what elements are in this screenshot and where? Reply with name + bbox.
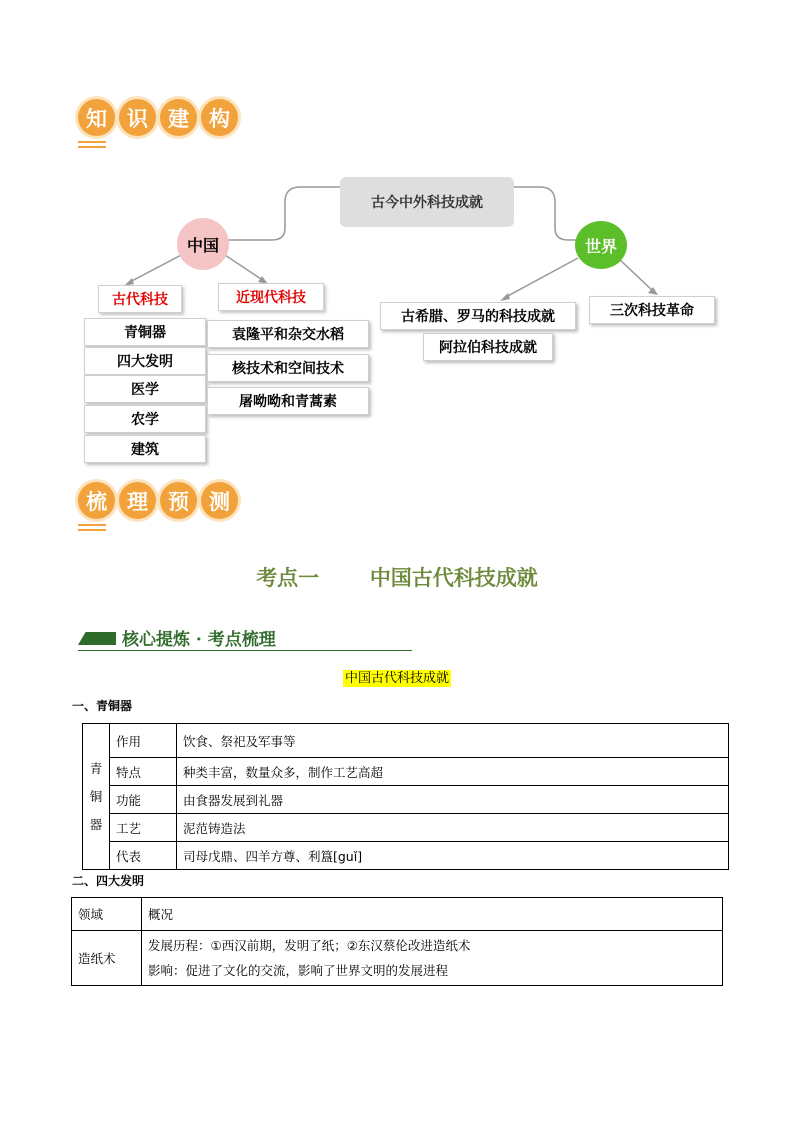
row-key: 代表	[110, 842, 177, 870]
world-node: 世界	[575, 221, 627, 269]
row-key: 功能	[110, 786, 177, 814]
modern-item: 屠呦呦和青蒿素	[207, 387, 369, 415]
badge-char: 测	[201, 482, 238, 519]
row-value: 饮食、祭祀及军事等	[177, 724, 729, 758]
world-item: 阿拉伯科技成就	[423, 333, 553, 361]
core-summary-heading: 核心提炼 · 考点梳理	[122, 630, 276, 650]
exam-point-title: 中国古代科技成就	[369, 566, 538, 590]
development-history: 发展历程：①西汉前期，发明了纸；②东汉蔡伦改进造纸术	[148, 938, 471, 953]
row-value: 由食器发展到礼器	[177, 786, 729, 814]
china-node: 中国	[177, 218, 229, 270]
bronze-side-label: 青 铜 器	[83, 724, 110, 870]
badge-char: 预	[160, 482, 197, 519]
badge-char: 知	[78, 99, 115, 136]
ancient-item: 农学	[84, 405, 206, 433]
row-value: 种类丰富，数量众多，制作工艺高超	[177, 758, 729, 786]
heading-underline	[78, 650, 412, 651]
ancient-item: 医学	[84, 375, 206, 403]
world-item: 古希腊、罗马的科技成就	[380, 302, 576, 330]
badge-char: 构	[201, 99, 238, 136]
underline	[78, 524, 106, 526]
bronze-table	[82, 723, 729, 870]
exam-point-number: 考点一	[256, 566, 320, 590]
header-value: 概况	[142, 898, 723, 931]
row-key: 造纸术	[72, 931, 142, 986]
influence: 影响：促进了文化的交流，影响了世界文明的发展进程	[148, 963, 449, 978]
world-item: 三次科技革命	[589, 296, 715, 324]
row-value: 泥范铸造法	[177, 814, 729, 842]
ancient-item: 青铜器	[84, 318, 206, 346]
row-key: 作用	[110, 724, 177, 758]
ancient-tech-label: 古代科技	[98, 285, 182, 313]
badge-char: 理	[119, 482, 156, 519]
modern-item: 袁隆平和杂交水稻	[207, 320, 369, 348]
inventions-table	[71, 897, 723, 986]
highlighted-title: 中国古代科技成就	[344, 671, 449, 686]
ancient-item: 四大发明	[84, 347, 206, 375]
mindmap-root: 古今中外科技成就	[340, 177, 514, 227]
section-heading-bronze: 一、青铜器	[72, 699, 133, 713]
section-heading-inventions: 二、四大发明	[72, 874, 145, 888]
row-value	[142, 931, 723, 986]
badge-char: 梳	[78, 482, 115, 519]
section-header-review	[78, 482, 242, 519]
underline	[78, 529, 106, 531]
header-key: 领域	[72, 898, 142, 931]
row-key: 特点	[110, 758, 177, 786]
exam-point-heading	[0, 562, 794, 592]
heading-bar-icon	[78, 632, 116, 645]
badge-char: 识	[119, 99, 156, 136]
ancient-item: 建筑	[84, 435, 206, 463]
modern-item: 核技术和空间技术	[207, 354, 369, 382]
row-key: 工艺	[110, 814, 177, 842]
badge-char: 建	[160, 99, 197, 136]
modern-tech-label: 近现代科技	[218, 283, 324, 311]
row-value: 司母戊鼎、四羊方尊、利簋[guǐ]	[177, 842, 729, 870]
